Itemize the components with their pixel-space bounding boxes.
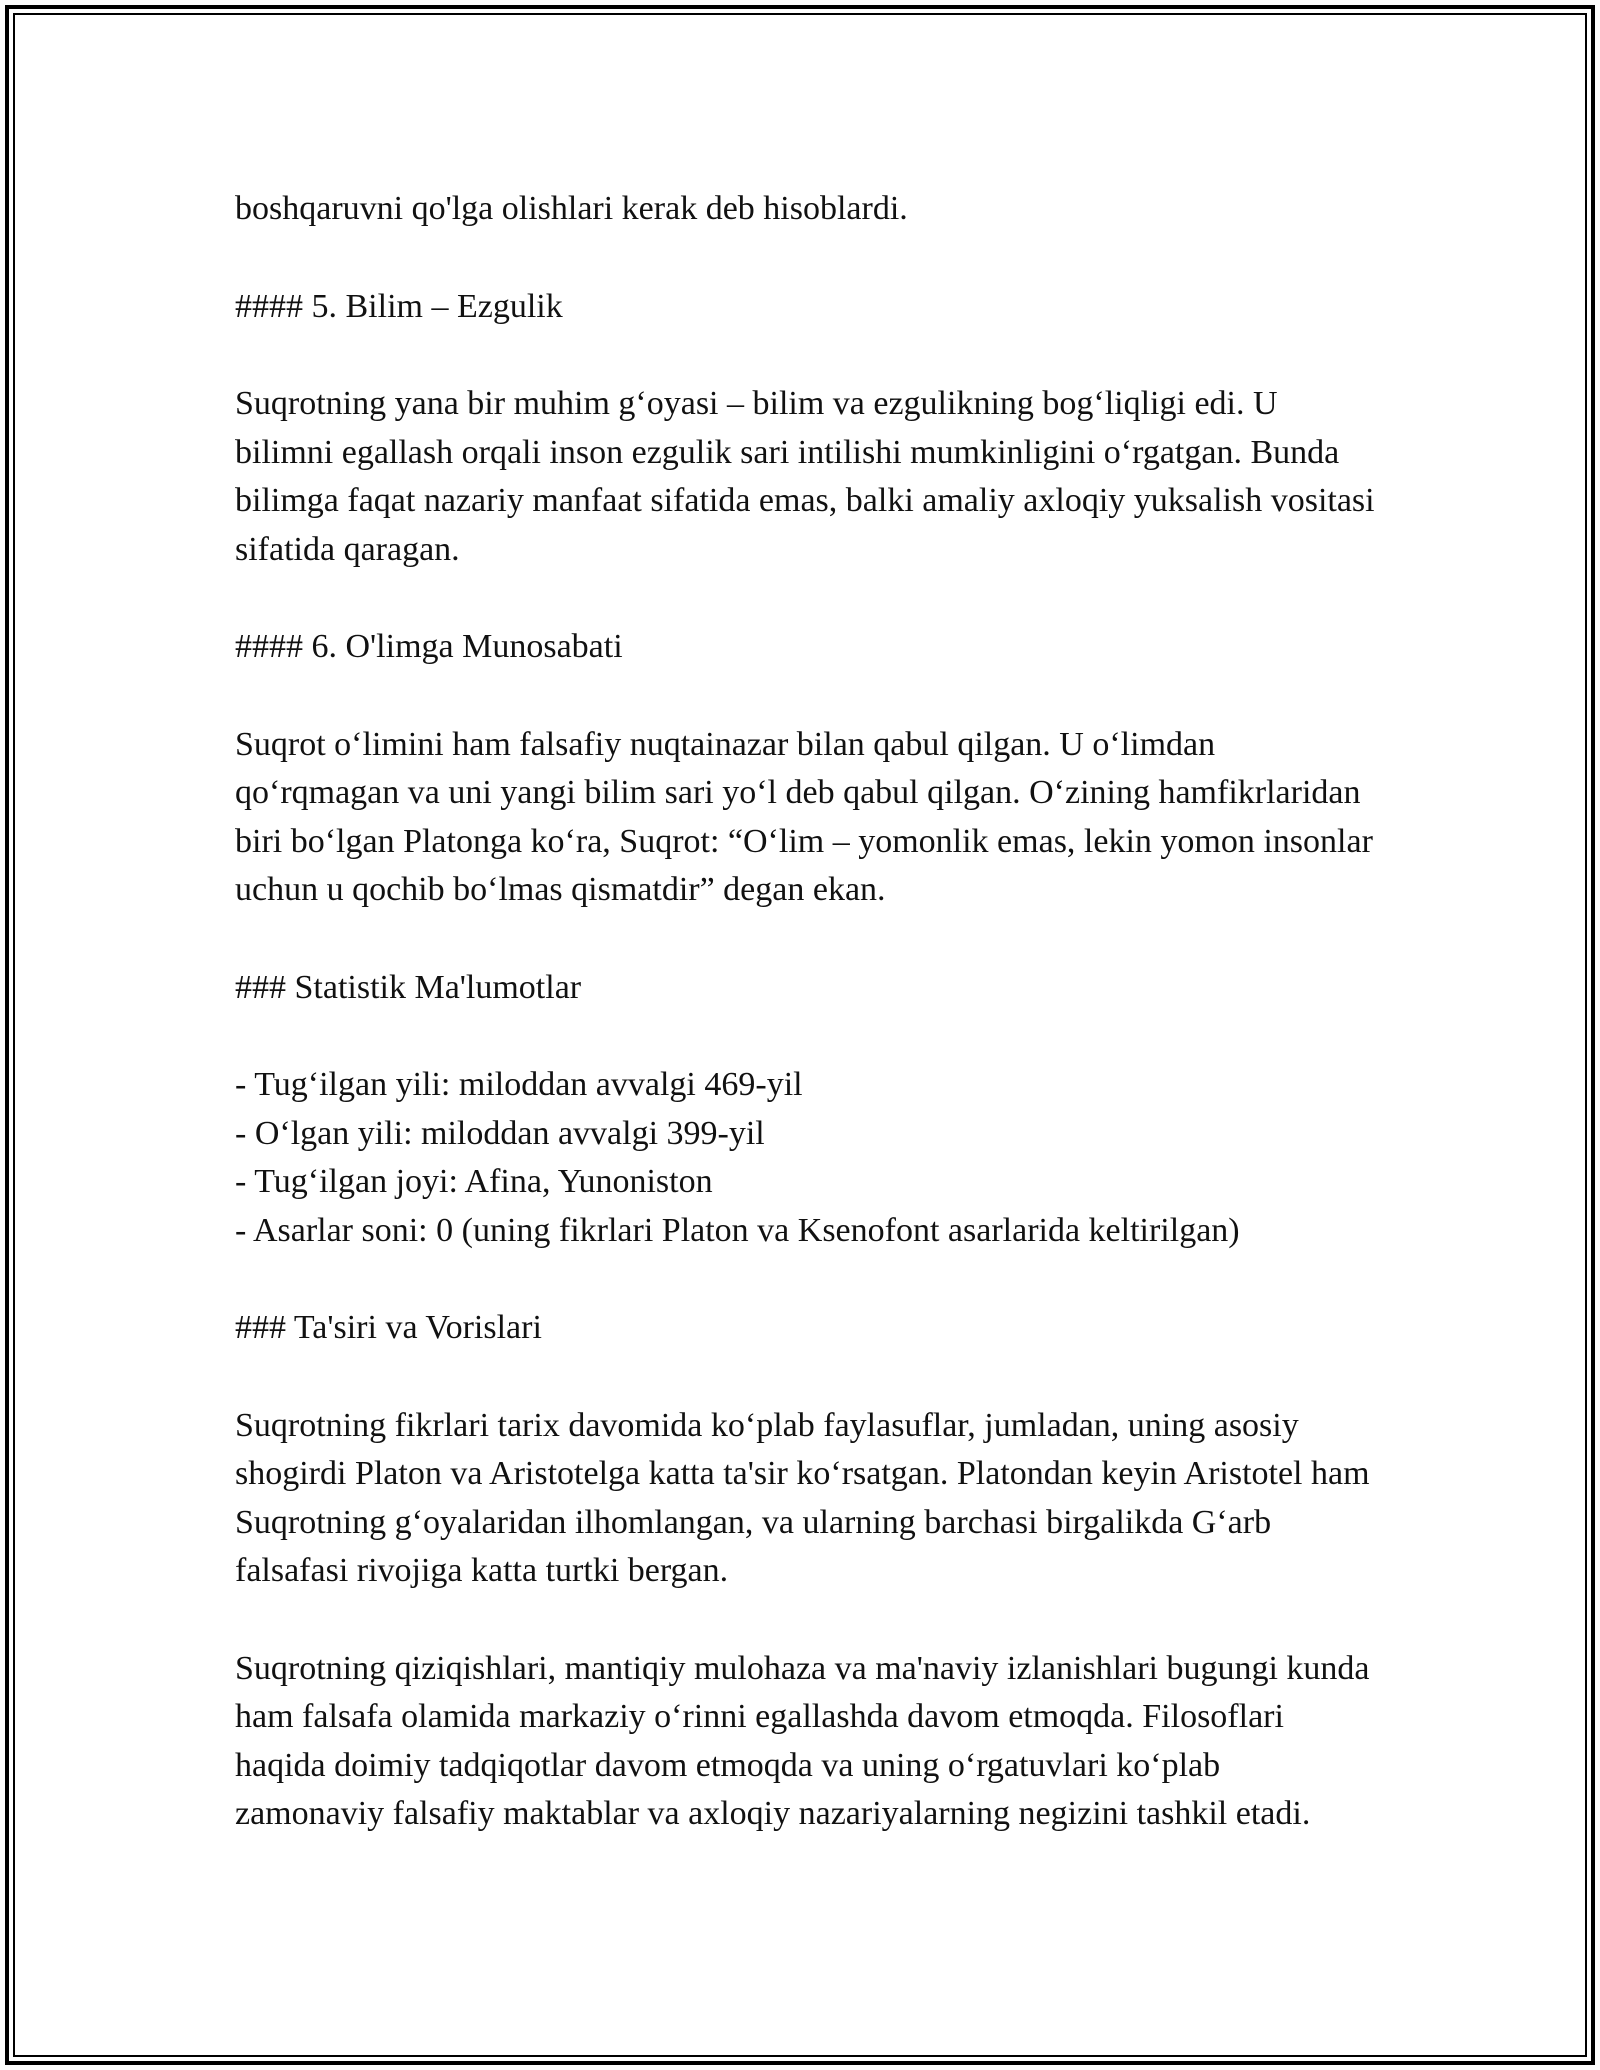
paragraph-bilim-ezgulik: Suqrotning yana bir muhim g‘oyasi – bilim va ezgulikning bog‘liqligi edi. U bilimni egallash orqali inson ezgulik sari intilishi mumkinligini o‘rgatgan. Bunda bilimga faqat nazariy manfaat sifatida emas, balki amaliy axloqiy yuksalish vositasi sifatida qaragan. [235,385,1375,568]
heading-bilim-ezgulik: #### 5. Bilim – Ezgulik [235,287,563,325]
list-item: - Tug‘ilgan joyi: Afina, Yunoniston [235,1163,713,1200]
stats-list [235,1061,1375,1255]
paragraph-olimga-munosabati: Suqrot o‘limini ham falsafiy nuqtainazar bilan qabul qilgan. U o‘limdan qo‘rqmagan va uni yangi bilim sari yo‘l deb qabul qilgan. O‘zining hamfikrlaridan biri bo‘lgan Platonga ko‘ra, Suqrot: “O‘lim – yomonlik emas, lekin yomon insonlar uchun u qochib bo‘lmas qismatdir” degan ekan. [235,725,1373,908]
paragraph-intro: boshqaruvni qo'lga olishlari kerak deb hisoblardi. [235,190,908,227]
list-item: - Tug‘ilgan yili: miloddan avvalgi 469-yil [235,1066,803,1103]
heading-tasiri-va-vorislari: ### Ta'siri va Vorislari [235,1309,542,1346]
list-item: - Asarlar soni: 0 (uning fikrlari Platon va Ksenofont asarlarida keltirilgan) [235,1211,1240,1249]
paragraph-tasiri-2: Suqrotning qiziqishlari, mantiqiy mulohaza va ma'naviy izlanishlari bugungi kunda ham falsafa olamida markaziy o‘rinni egallashda davom etmoqda. Filosoflari haqida doimiy tadqiqotlar davom etmoqda va uning o‘rgatuvlari ko‘plab zamonaviy falsafiy maktablar va axloqiy nazariyalarning negizini tashkil etadi. [235,1649,1370,1832]
heading-statistik-malumotlar: ### Statistik Ma'lumotlar [235,968,582,1006]
document-body [235,185,1375,1888]
paragraph-tasiri-1: Suqrotning fikrlari tarix davomida ko‘plab faylasuflar, jumladan, uning asosiy shogirdi Platon va Aristotelga katta ta'sir ko‘rsatgan. Platondan keyin Aristotel ham Suqrotning g‘oyalaridan ilhomlangan, va ularning barchasi birgalikda G‘arb falsafasi rivojiga katta turtki bergan. [235,1406,1370,1589]
heading-olimga-munosabati: #### 6. O'limga Munosabati [235,628,623,665]
list-item: - O‘lgan yili: miloddan avvalgi 399-yil [235,1114,765,1152]
